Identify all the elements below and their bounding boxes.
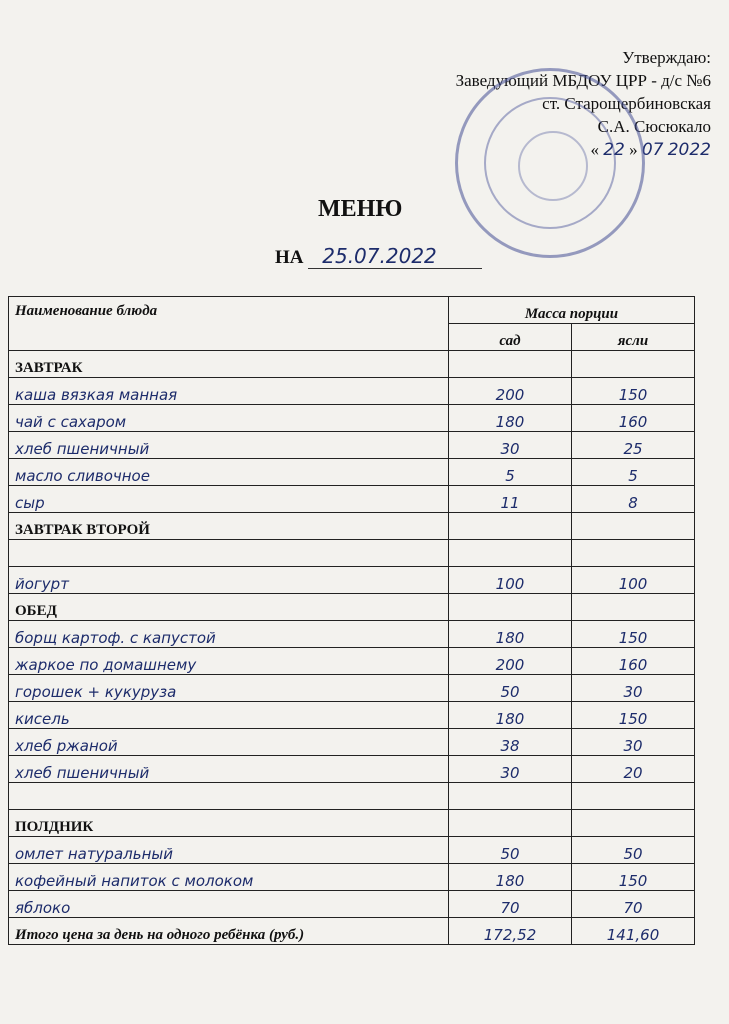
section-row	[9, 594, 695, 621]
portion-yasli: 30	[572, 729, 695, 756]
portion-sad: 180	[449, 702, 572, 729]
approval-position: Заведующий МБДОУ ЦРР - д/с №6	[455, 71, 711, 90]
dish-name: каша вязкая манная	[9, 378, 449, 405]
portion-sad	[449, 540, 572, 567]
section-title: ЗАВТРАК ВТОРОЙ	[9, 513, 449, 540]
table-row	[9, 621, 695, 648]
menu-date: 25.07.2022	[308, 244, 482, 269]
portion-sad: 50	[449, 837, 572, 864]
total-yasli: 141,60	[572, 918, 695, 945]
table-row	[9, 891, 695, 918]
portion-yasli: 150	[572, 621, 695, 648]
approval-title: Утверждаю:	[622, 48, 711, 67]
empty-cell	[449, 594, 572, 621]
dish-name: кисель	[9, 702, 449, 729]
portion-sad: 180	[449, 621, 572, 648]
portion-sad: 180	[449, 864, 572, 891]
table-row	[9, 729, 695, 756]
dish-name: яблоко	[9, 891, 449, 918]
empty-cell	[572, 513, 695, 540]
table-header-row	[9, 297, 695, 324]
approval-date-year: 2022	[667, 140, 711, 160]
dish-name: жаркое по домашнему	[9, 648, 449, 675]
total-row	[9, 918, 695, 945]
table-row	[9, 864, 695, 891]
portion-yasli: 70	[572, 891, 695, 918]
portion-sad: 38	[449, 729, 572, 756]
portion-yasli: 100	[572, 567, 695, 594]
stamp-inner-ring	[518, 131, 588, 201]
menu-body	[9, 351, 695, 918]
dish-name: сыр	[9, 486, 449, 513]
menu-date-line	[275, 244, 482, 269]
portion-sad: 200	[449, 378, 572, 405]
portion-yasli: 8	[572, 486, 695, 513]
dish-name: хлеб пшеничный	[9, 432, 449, 459]
empty-cell	[449, 351, 572, 378]
empty-cell	[572, 351, 695, 378]
col-header-yasli: ясли	[572, 324, 695, 351]
approval-date-month: 07	[641, 140, 664, 160]
table-row	[9, 540, 695, 567]
empty-cell	[572, 594, 695, 621]
portion-yasli: 150	[572, 702, 695, 729]
total-sad: 172,52	[449, 918, 572, 945]
portion-yasli	[572, 783, 695, 810]
menu-table	[8, 296, 695, 945]
col-header-mass: Масса порции	[449, 297, 695, 324]
page-title: МЕНЮ	[318, 196, 403, 222]
date-prefix: НА	[275, 247, 304, 268]
table-row	[9, 486, 695, 513]
portion-sad: 200	[449, 648, 572, 675]
portion-yasli: 160	[572, 648, 695, 675]
dish-name: хлеб пшеничный	[9, 756, 449, 783]
table-row	[9, 702, 695, 729]
dish-name: масло сливочное	[9, 459, 449, 486]
portion-yasli	[572, 540, 695, 567]
dish-name: чай с сахаром	[9, 405, 449, 432]
section-row	[9, 351, 695, 378]
portion-yasli: 150	[572, 378, 695, 405]
empty-cell	[572, 810, 695, 837]
portion-yasli: 30	[572, 675, 695, 702]
approval-date-day: 22	[603, 140, 625, 160]
portion-yasli: 20	[572, 756, 695, 783]
table-row	[9, 675, 695, 702]
portion-yasli: 5	[572, 459, 695, 486]
approval-location: ст. Старощербиновская	[542, 94, 711, 113]
table-row	[9, 432, 695, 459]
dish-name: кофейный напиток с молоком	[9, 864, 449, 891]
portion-sad: 30	[449, 756, 572, 783]
section-title: ЗАВТРАК	[9, 351, 449, 378]
empty-cell	[449, 810, 572, 837]
section-row	[9, 513, 695, 540]
dish-name: йогурт	[9, 567, 449, 594]
portion-sad: 11	[449, 486, 572, 513]
official-stamp	[455, 68, 645, 258]
portion-yasli: 150	[572, 864, 695, 891]
portion-sad: 50	[449, 675, 572, 702]
portion-sad: 5	[449, 459, 572, 486]
table-row	[9, 837, 695, 864]
portion-yasli: 25	[572, 432, 695, 459]
col-header-dish: Наименование блюда	[9, 297, 449, 351]
section-row	[9, 810, 695, 837]
dish-name: хлеб ржаной	[9, 729, 449, 756]
dish-name: горошек + кукуруза	[9, 675, 449, 702]
table-row	[9, 405, 695, 432]
portion-sad: 30	[449, 432, 572, 459]
table-row	[9, 648, 695, 675]
dish-name: омлет натуральный	[9, 837, 449, 864]
section-title: ПОЛДНИК	[9, 810, 449, 837]
col-header-sad: сад	[449, 324, 572, 351]
dish-name	[9, 540, 449, 567]
portion-sad: 100	[449, 567, 572, 594]
portion-sad: 70	[449, 891, 572, 918]
section-title: ОБЕД	[9, 594, 449, 621]
empty-cell	[449, 513, 572, 540]
portion-sad	[449, 783, 572, 810]
approval-signer: С.А. Сюсюкало	[597, 117, 711, 136]
table-row	[9, 567, 695, 594]
table-row	[9, 459, 695, 486]
portion-yasli: 50	[572, 837, 695, 864]
table-row	[9, 756, 695, 783]
approval-date: « 22 » 07 2022	[590, 140, 711, 160]
total-label: Итого цена за день на одного ребёнка (руб.)	[9, 918, 449, 945]
dish-name: борщ картоф. с капустой	[9, 621, 449, 648]
table-row	[9, 783, 695, 810]
portion-yasli: 160	[572, 405, 695, 432]
portion-sad: 180	[449, 405, 572, 432]
dish-name	[9, 783, 449, 810]
table-row	[9, 378, 695, 405]
